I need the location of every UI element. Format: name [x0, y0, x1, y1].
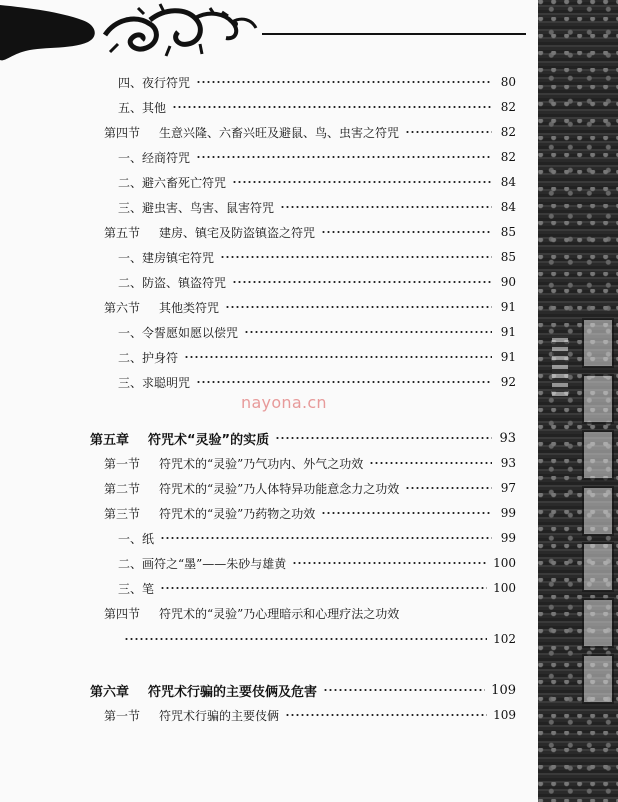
page-number: 80 — [500, 75, 516, 89]
toc-entry-row — [118, 553, 516, 573]
toc-entry-text — [118, 530, 154, 547]
dot-leader — [220, 256, 492, 258]
chapter-title: 符咒术“灵验”的实质 — [148, 432, 270, 448]
page-number: 84 — [500, 200, 516, 214]
dot-leader — [196, 81, 492, 83]
entry-title: 符咒术的“灵验”乃气功内、外气之功效 — [159, 456, 364, 471]
dot-leader — [232, 181, 492, 183]
dot-leader — [172, 106, 492, 108]
section-number: 第二节 — [104, 481, 141, 496]
cover-strip-small-text — [552, 336, 568, 396]
entry-title: 二、护身符 — [118, 350, 179, 365]
dot-leader — [280, 206, 492, 208]
page-number: 109 — [493, 708, 516, 722]
page-number: 91 — [500, 300, 516, 314]
entry-title: 符咒术的“灵验”乃药物之功效 — [159, 506, 316, 521]
toc-entry-row — [118, 629, 516, 649]
toc-entry-text — [104, 605, 399, 622]
entry-title: 三、笔 — [118, 581, 155, 596]
entry-title: 二、画符之“墨”——朱砂与雄黄 — [118, 556, 287, 571]
dot-leader — [323, 689, 485, 691]
page-number: 93 — [500, 456, 516, 470]
entry-title: 二、防盗、镇盗符咒 — [118, 275, 227, 290]
toc-entry-text — [104, 124, 399, 141]
dot-leader — [232, 281, 492, 283]
entry-title: 符咒术行骗的主要伎俩 — [159, 708, 280, 723]
toc-entry-text — [104, 505, 315, 522]
section-number: 第四节 — [104, 606, 141, 621]
dot-leader — [244, 331, 492, 333]
toc-entry-row — [104, 603, 516, 623]
toc-entry-row — [118, 147, 516, 167]
toc-entry-row — [118, 97, 516, 117]
page-number: 85 — [500, 250, 516, 264]
page-number: 100 — [493, 581, 516, 595]
chapter-number: 第六章 — [90, 684, 130, 700]
toc-entry-text — [118, 74, 190, 91]
toc-entry-row — [118, 528, 516, 548]
toc-entry-text — [118, 349, 178, 366]
dragon-header-ornament — [0, 0, 260, 70]
section-number: 第五节 — [104, 225, 141, 240]
entry-title: 建房、镇宅及防盗镇盗之符咒 — [159, 225, 316, 240]
toc-entry-row — [118, 72, 516, 92]
dot-leader — [124, 638, 487, 640]
toc-entry-text — [118, 149, 190, 166]
section-number: 第六节 — [104, 300, 141, 315]
dot-leader — [292, 562, 487, 564]
dot-leader — [285, 714, 487, 716]
chapter-number: 第五章 — [90, 432, 130, 448]
toc-entry-text — [104, 224, 315, 241]
section-number: 第一节 — [104, 708, 141, 723]
toc-entry-text — [104, 299, 219, 316]
toc-chapter-row — [90, 428, 516, 448]
dot-leader — [405, 131, 492, 133]
dot-leader — [160, 537, 492, 539]
dot-leader — [196, 381, 492, 383]
watermark: nayona.cn — [241, 393, 327, 412]
entry-title: 一、建房镇宅符咒 — [118, 250, 215, 265]
page-number: 91 — [500, 325, 516, 339]
chapter-title: 符咒术行骗的主要伎俩及危害 — [148, 684, 318, 700]
header-rule — [262, 33, 526, 35]
page-number: 102 — [493, 632, 516, 646]
dot-leader — [369, 462, 492, 464]
page-number: 90 — [500, 275, 516, 289]
toc-entry-row — [104, 122, 516, 142]
toc-entry-row — [118, 578, 516, 598]
entry-title: 符咒术的“灵验”乃心理暗示和心理疗法之功效 — [159, 606, 400, 621]
toc-entry-text — [118, 580, 154, 597]
toc-entry-row — [104, 222, 516, 242]
cover-strip-title-chars — [582, 318, 610, 718]
page-number: 99 — [500, 531, 516, 545]
entry-title: 一、令誓愿如愿以偿咒 — [118, 325, 239, 340]
page-number: 82 — [500, 100, 516, 114]
page-number: 82 — [500, 150, 516, 164]
toc-entry-row — [104, 705, 516, 725]
page-number: 100 — [493, 556, 516, 570]
dot-leader — [405, 487, 492, 489]
section-number: 第一节 — [104, 456, 141, 471]
dot-leader — [225, 306, 492, 308]
toc-entry-row — [118, 347, 516, 367]
page-number: 109 — [491, 682, 516, 698]
dot-leader — [321, 231, 492, 233]
toc-entry-text — [118, 199, 274, 216]
entry-title: 二、避六畜死亡符咒 — [118, 175, 227, 190]
toc-entry-text — [118, 99, 166, 116]
toc-entry-text — [90, 681, 317, 700]
dot-leader — [196, 156, 492, 158]
dot-leader — [184, 356, 492, 358]
toc-entry-text — [118, 555, 286, 572]
entry-title: 一、经商符咒 — [118, 150, 191, 165]
dot-leader — [160, 587, 487, 589]
entry-title: 生意兴隆、六畜兴旺及避鼠、鸟、虫害之符咒 — [159, 125, 400, 140]
toc-chapter-row — [90, 680, 516, 700]
entry-title: 一、纸 — [118, 531, 155, 546]
page-number: 85 — [500, 225, 516, 239]
toc-entry-row — [104, 297, 516, 317]
toc-entry-row — [104, 478, 516, 498]
entry-title: 三、避虫害、鸟害、鼠害符咒 — [118, 200, 275, 215]
toc-entry-text — [118, 324, 238, 341]
page-number: 91 — [500, 350, 516, 364]
entry-title: 五、其他 — [118, 100, 167, 115]
toc-entry-text — [118, 274, 226, 291]
toc-entry-text — [104, 480, 399, 497]
entry-title: 四、夜行符咒 — [118, 75, 191, 90]
toc-entry-row — [118, 372, 516, 392]
toc-entry-text — [90, 429, 269, 448]
toc-entry-text — [104, 707, 279, 724]
entry-title: 三、求聪明咒 — [118, 375, 191, 390]
entry-title: 其他类符咒 — [159, 300, 220, 315]
toc-entry-row — [118, 247, 516, 267]
page-number: 92 — [500, 375, 516, 389]
toc-entry-row — [118, 172, 516, 192]
page-number: 84 — [500, 175, 516, 189]
toc-entry-row — [118, 197, 516, 217]
toc-entry-row — [118, 272, 516, 292]
toc-entry-row — [104, 453, 516, 473]
page-number: 93 — [499, 430, 516, 446]
page-number: 99 — [500, 506, 516, 520]
toc-entry-text — [118, 174, 226, 191]
toc-entry-text — [104, 455, 363, 472]
toc-entry-text — [118, 374, 190, 391]
section-number: 第四节 — [104, 125, 141, 140]
toc-entry-text — [118, 249, 214, 266]
page-number: 97 — [500, 481, 516, 495]
dot-leader — [321, 512, 492, 514]
dot-leader — [275, 437, 492, 439]
section-number: 第三节 — [104, 506, 141, 521]
toc-entry-row — [104, 503, 516, 523]
page-number: 82 — [500, 125, 516, 139]
entry-title: 符咒术的“灵验”乃人体特异功能意念力之功效 — [159, 481, 400, 496]
toc-entry-row — [118, 322, 516, 342]
